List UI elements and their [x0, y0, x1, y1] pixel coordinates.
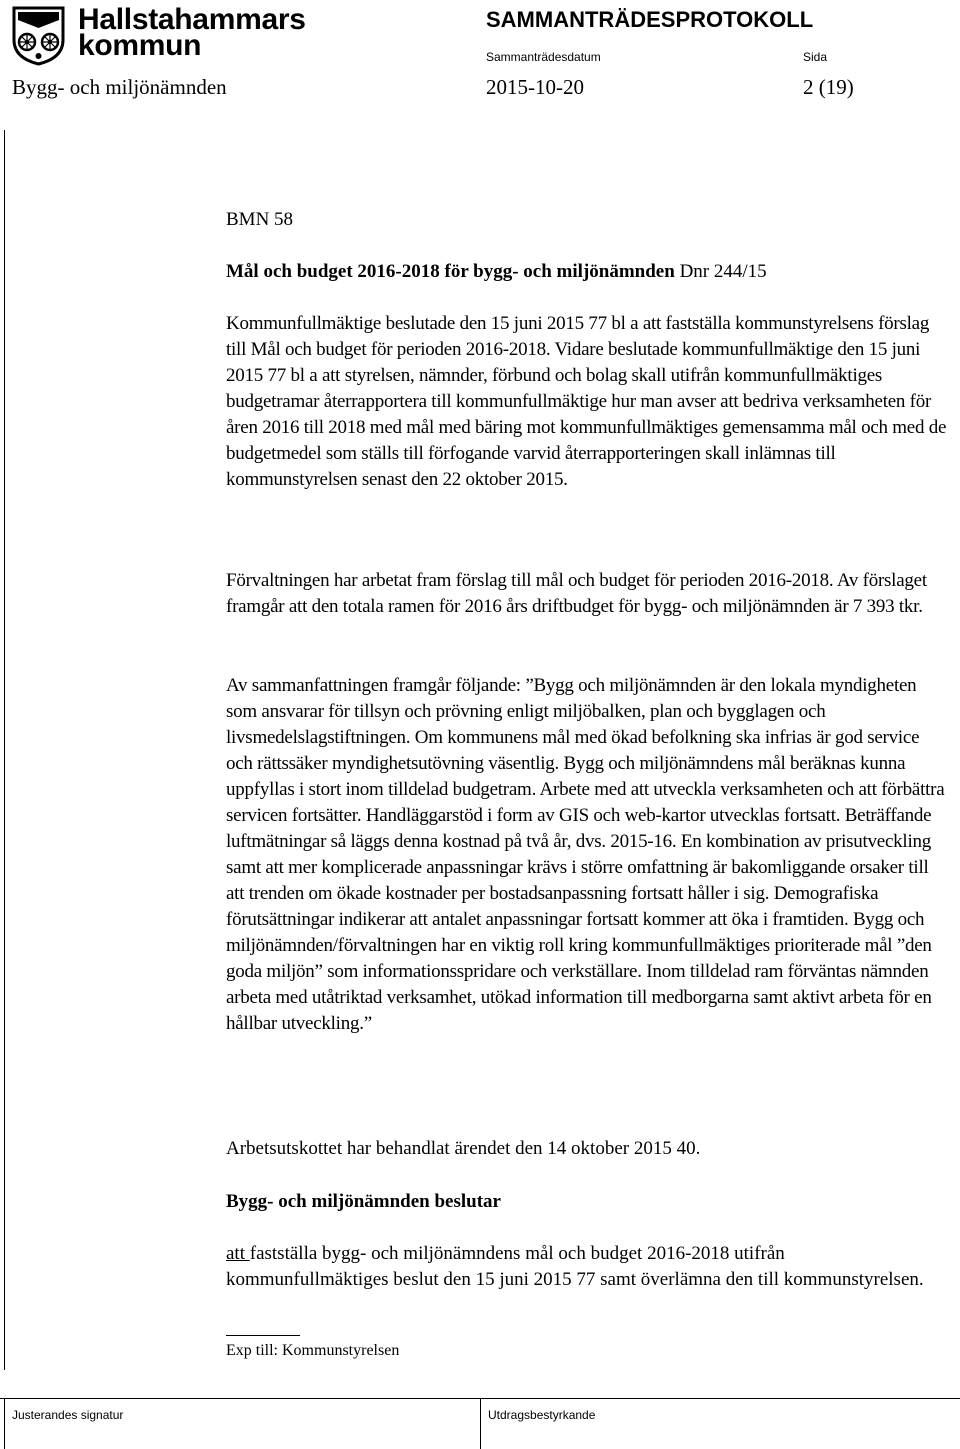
committee-name: Bygg- och miljönämnden — [12, 75, 227, 99]
org-name-line-2: kommun — [78, 29, 202, 62]
paragraph-2: Förvaltningen har arbetat fram förslag till mål och budget för perioden 2016-2018. Av förslaget framgår att den totala ramen för 2016 års driftbudget för bygg- och miljönämnden är 7 393 tkr. — [226, 570, 927, 617]
org-name-line-1: Hallstahammars — [78, 3, 306, 36]
section-id: BMN 58 — [226, 209, 294, 230]
footer-divider-middle — [480, 1398, 481, 1449]
page-number: 2 (19) — [803, 75, 854, 99]
item-title: Mål och budget 2016-2018 för bygg- och miljönämnden — [226, 261, 675, 282]
document-title: SAMMANTRÄDESPROTOKOLL — [486, 7, 814, 32]
municipal-coat-of-arms-logo — [12, 6, 65, 66]
date-label: Sammanträdesdatum — [486, 50, 601, 64]
decision-text — [226, 1241, 950, 1293]
footer-divider-left — [4, 1398, 5, 1449]
paragraph-1: Kommunfullmäktige beslutade den 15 juni 2015 77 bl a att fastställa kommunstyrelsens förslag till Mål och budget för perioden 2016-2018. Vidare beslutade kommunfullmäktige den 15 juni 2015 77 bl a att styrelsen, nämnder, förbund och bolag skall utifrån kommunfullmäktiges budgetramar återrapportera till kommunfullmäktige hur man avser att bedriva verksamheten för åren 2016 till 2018 med mål med bäring mot kommunfullmäktiges gemensamma mål och med de budgetmedel som ställs till förfogande varvid återrapporteringen skall inlämnas till kommunstyrelsen senast den 22 oktober 2015. — [226, 313, 947, 490]
extract-verification-label: Utdragsbestyrkande — [488, 1408, 596, 1422]
meeting-date: 2015-10-20 — [486, 75, 584, 99]
paragraph-3: Av sammanfattningen framgår följande: ”Bygg och miljönämnden är den lokala myndigheten som ansvarar för tillsyn och prövning enligt miljöbalken, plan och bygglagen och livsmedelslagstiftningen. Om kommunens mål med ökad befolkning ska infrias är god service och rättssäker myndighetsutövning väsentlig. Bygg och miljönämndens mål beräknas kunna uppfyllas i stort inom tilldelad budgetram. Arbete med att utveckla verksamheten och att förbättra servicen fortsätter. Handläggarstöd i form av GIS och web-kartor utvecklas fortsatt. Beträffande luftmätningar så läggs denna kostnad på två år, dvs. 2015-16. En kombination av prisutveckling samt att mer komplicerade anpassningar krävs i större omfattning är bakomliggande orsaker till att trenden om ökade kostnader per bostadsanpassning fortsatt håller i sig. Demografiska förutsättningar indikerar att antalet anpassningar fortsatt kommer att öka i framtiden. Bygg och miljönämnden/förvaltningen har en viktig roll kring kommunfullmäktiges prioriterade mål ”den goda miljön” som informationsspridare och verkställare. Inom tilldelad ram förväntas nämnden arbeta med utåtriktad verksamhet, utökad information till medborgarna samt aktivt arbeta för en hållbar utveckling.” — [226, 675, 945, 1034]
exp-rule — [226, 1335, 300, 1336]
item-heading — [226, 259, 950, 285]
diary-number: Dnr 244/15 — [674, 261, 767, 282]
expedition-note: Exp till: Kommunstyrelsen — [226, 1342, 400, 1359]
paragraph-4: Arbetsutskottet har behandlat ärendet den 14 oktober 2015 40. — [226, 1138, 701, 1159]
signature-label: Justerandes signatur — [12, 1408, 124, 1422]
decision-att: att — [226, 1243, 250, 1264]
page-label: Sida — [803, 50, 828, 64]
left-margin-rule — [4, 130, 5, 1370]
decision-body: fastställa bygg- och miljönämndens mål och budget 2016-2018 utifrån kommunfullmäktiges beslut den 15 juni 2015 77 samt överlämna den till kommunstyrelsen. — [226, 1243, 924, 1290]
decision-heading: Bygg- och miljönämnden beslutar — [226, 1191, 501, 1212]
